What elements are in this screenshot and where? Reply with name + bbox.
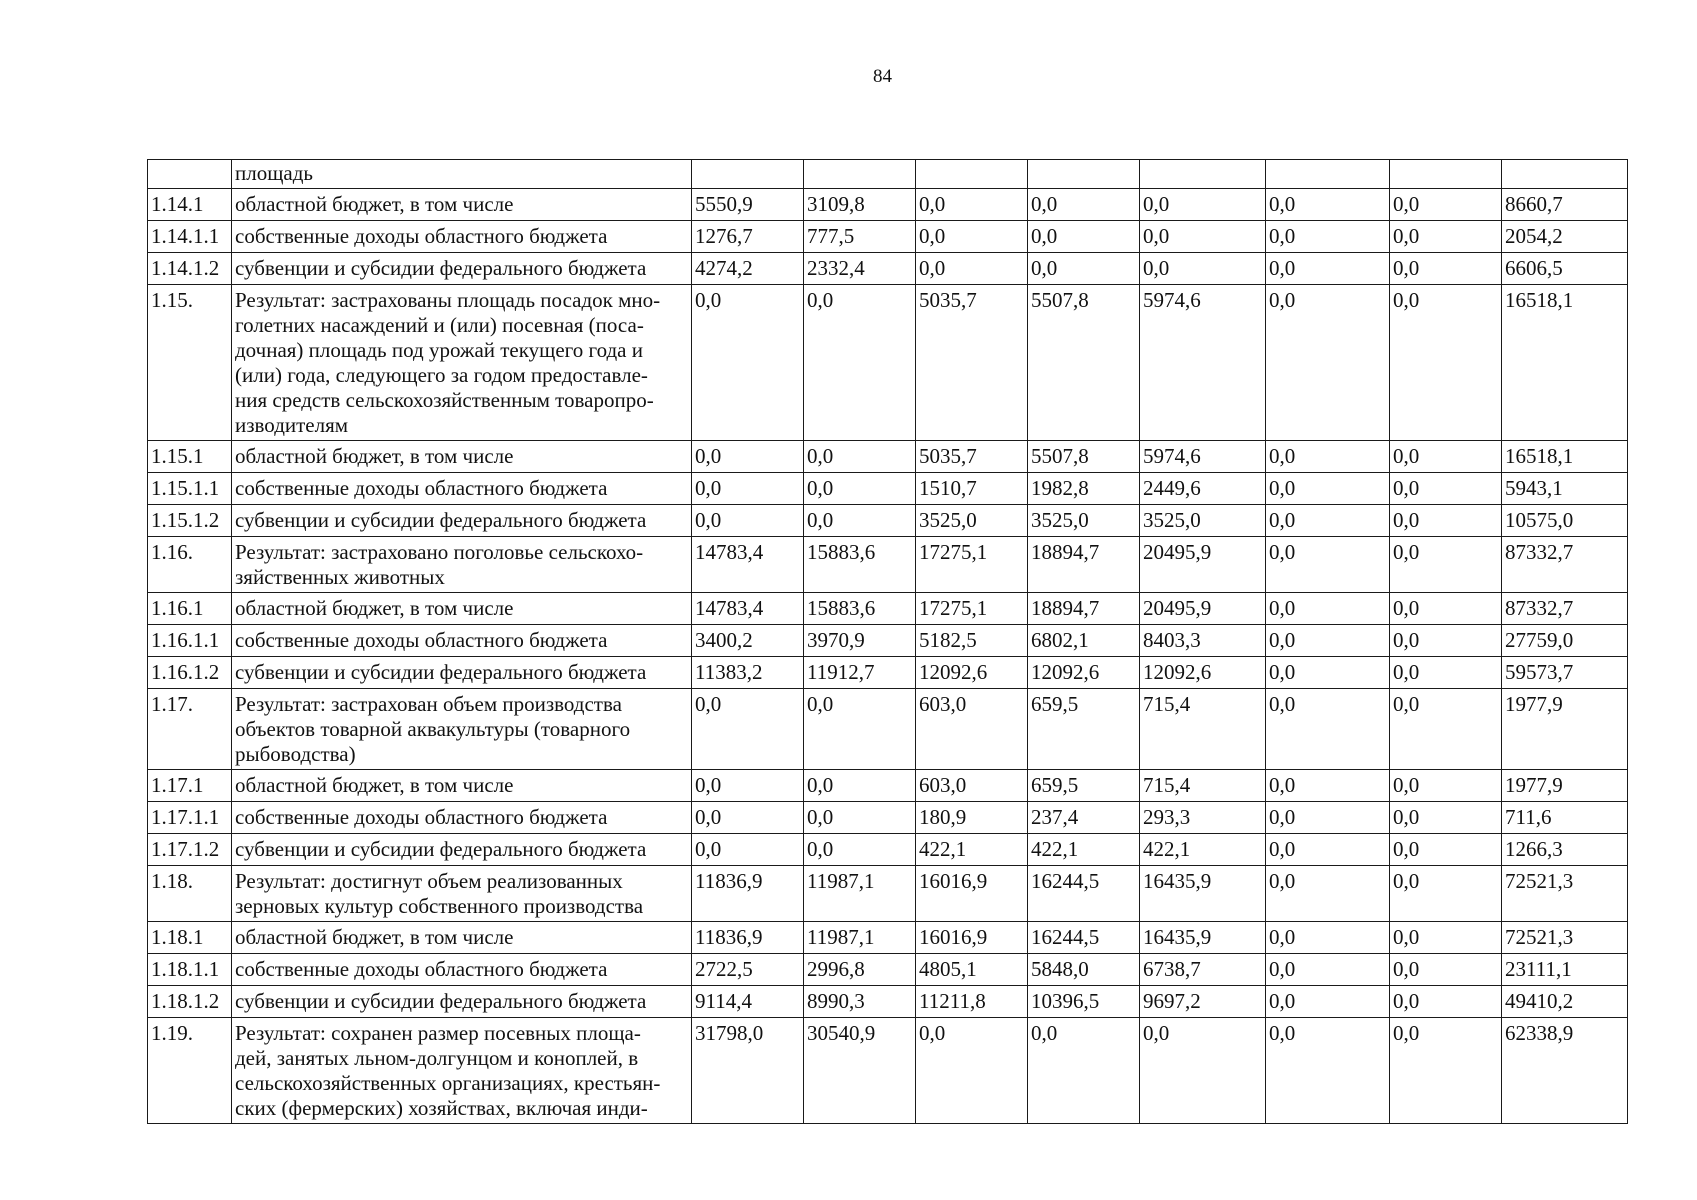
row-code: [148, 160, 232, 189]
value-cell: 5507,8: [1028, 441, 1140, 473]
value-cell: [692, 160, 804, 189]
value-cell: 0,0: [1266, 657, 1390, 689]
row-description: областной бюджет, в том числе: [232, 593, 692, 625]
row-description: Результат: достигнут объем реализованных зерновых культур собственного производства: [232, 866, 692, 922]
value-cell: 11383,2: [692, 657, 804, 689]
value-cell: 15883,6: [804, 537, 916, 593]
value-cell: 0,0: [916, 253, 1028, 285]
value-cell: 0,0: [1140, 253, 1266, 285]
value-cell: [804, 160, 916, 189]
table-row: [148, 285, 1628, 441]
row-description: Результат: сохранен размер посевных площа- дей, занятых льном-долгунцом и коноплей, в сельскохозяйственных организациях, крестьян- ских (фермерских) хозяйствах, включая инди-: [232, 1018, 692, 1124]
value-cell: 2449,6: [1140, 473, 1266, 505]
row-code: 1.19.: [148, 1018, 232, 1124]
row-code: 1.16.: [148, 537, 232, 593]
value-cell: 0,0: [692, 441, 804, 473]
value-cell: 5507,8: [1028, 285, 1140, 441]
value-cell: 62338,9: [1502, 1018, 1628, 1124]
value-cell: 0,0: [1390, 473, 1502, 505]
row-code: 1.18.1.2: [148, 986, 232, 1018]
table-row: [148, 625, 1628, 657]
row-code: 1.16.1.1: [148, 625, 232, 657]
value-cell: 1266,3: [1502, 834, 1628, 866]
row-code: 1.18.1.1: [148, 954, 232, 986]
value-cell: 0,0: [1390, 505, 1502, 537]
value-cell: 8990,3: [804, 986, 916, 1018]
value-cell: 16518,1: [1502, 441, 1628, 473]
row-description: субвенции и субсидии федерального бюджета: [232, 505, 692, 537]
value-cell: 422,1: [916, 834, 1028, 866]
value-cell: 14783,4: [692, 537, 804, 593]
value-cell: 49410,2: [1502, 986, 1628, 1018]
value-cell: 1977,9: [1502, 689, 1628, 770]
value-cell: 0,0: [1266, 922, 1390, 954]
row-code: 1.16.1.2: [148, 657, 232, 689]
row-description: площадь: [232, 160, 692, 189]
value-cell: 5550,9: [692, 189, 804, 221]
row-description: собственные доходы областного бюджета: [232, 473, 692, 505]
value-cell: 0,0: [1028, 189, 1140, 221]
value-cell: 17275,1: [916, 537, 1028, 593]
value-cell: 16435,9: [1140, 922, 1266, 954]
value-cell: 0,0: [1266, 986, 1390, 1018]
value-cell: 0,0: [1266, 537, 1390, 593]
value-cell: 4274,2: [692, 253, 804, 285]
value-cell: 0,0: [916, 1018, 1028, 1124]
value-cell: 8403,3: [1140, 625, 1266, 657]
value-cell: 293,3: [1140, 802, 1266, 834]
table-row: [148, 986, 1628, 1018]
value-cell: 23111,1: [1502, 954, 1628, 986]
value-cell: 0,0: [1390, 986, 1502, 1018]
value-cell: 0,0: [1390, 657, 1502, 689]
value-cell: 5974,6: [1140, 441, 1266, 473]
value-cell: 0,0: [804, 285, 916, 441]
value-cell: 0,0: [804, 802, 916, 834]
value-cell: 11912,7: [804, 657, 916, 689]
value-cell: 5974,6: [1140, 285, 1266, 441]
row-code: 1.15.1: [148, 441, 232, 473]
value-cell: 15883,6: [804, 593, 916, 625]
value-cell: 2332,4: [804, 253, 916, 285]
value-cell: 0,0: [1390, 1018, 1502, 1124]
table-row: [148, 657, 1628, 689]
value-cell: 0,0: [1390, 221, 1502, 253]
value-cell: 72521,3: [1502, 866, 1628, 922]
row-code: 1.15.1.1: [148, 473, 232, 505]
value-cell: 0,0: [1390, 285, 1502, 441]
page-number: 84: [873, 66, 892, 87]
value-cell: 0,0: [1266, 770, 1390, 802]
value-cell: 16518,1: [1502, 285, 1628, 441]
row-description: собственные доходы областного бюджета: [232, 221, 692, 253]
table-row: [148, 866, 1628, 922]
value-cell: 0,0: [1390, 441, 1502, 473]
table-row: [148, 689, 1628, 770]
value-cell: 0,0: [1028, 253, 1140, 285]
value-cell: 0,0: [1390, 866, 1502, 922]
value-cell: 3525,0: [1028, 505, 1140, 537]
value-cell: 0,0: [1140, 189, 1266, 221]
row-code: 1.18.: [148, 866, 232, 922]
row-code: 1.15.1.2: [148, 505, 232, 537]
row-code: 1.17.1: [148, 770, 232, 802]
value-cell: 0,0: [1266, 1018, 1390, 1124]
value-cell: 1510,7: [916, 473, 1028, 505]
value-cell: 11987,1: [804, 922, 916, 954]
value-cell: 0,0: [1266, 189, 1390, 221]
value-cell: 0,0: [692, 505, 804, 537]
table-body: [148, 160, 1628, 1124]
table-row: [148, 537, 1628, 593]
table-row: [148, 473, 1628, 505]
row-code: 1.16.1: [148, 593, 232, 625]
value-cell: 0,0: [1140, 221, 1266, 253]
value-cell: 659,5: [1028, 770, 1140, 802]
value-cell: 9697,2: [1140, 986, 1266, 1018]
value-cell: 0,0: [1266, 834, 1390, 866]
table-row: [148, 954, 1628, 986]
value-cell: 1977,9: [1502, 770, 1628, 802]
row-code: 1.17.1.1: [148, 802, 232, 834]
value-cell: 5035,7: [916, 285, 1028, 441]
row-description: субвенции и субсидии федерального бюджета: [232, 253, 692, 285]
row-code: 1.14.1: [148, 189, 232, 221]
row-code: 1.17.: [148, 689, 232, 770]
value-cell: 0,0: [1266, 221, 1390, 253]
table-row: [148, 770, 1628, 802]
value-cell: 9114,4: [692, 986, 804, 1018]
value-cell: 0,0: [1390, 189, 1502, 221]
row-description: субвенции и субсидии федерального бюджета: [232, 834, 692, 866]
table-row: [148, 1018, 1628, 1124]
value-cell: 30540,9: [804, 1018, 916, 1124]
row-code: 1.17.1.2: [148, 834, 232, 866]
value-cell: 18894,7: [1028, 593, 1140, 625]
value-cell: 0,0: [1390, 593, 1502, 625]
value-cell: 0,0: [1390, 770, 1502, 802]
value-cell: 16016,9: [916, 866, 1028, 922]
row-code: 1.15.: [148, 285, 232, 441]
value-cell: 237,4: [1028, 802, 1140, 834]
value-cell: 4805,1: [916, 954, 1028, 986]
value-cell: 0,0: [692, 689, 804, 770]
value-cell: 0,0: [804, 834, 916, 866]
value-cell: 87332,7: [1502, 537, 1628, 593]
value-cell: 16244,5: [1028, 922, 1140, 954]
value-cell: 5943,1: [1502, 473, 1628, 505]
value-cell: [1028, 160, 1140, 189]
value-cell: 0,0: [1266, 593, 1390, 625]
row-description: Результат: застраховано поголовье сельскохо- зяйственных животных: [232, 537, 692, 593]
table-row: [148, 221, 1628, 253]
value-cell: 5035,7: [916, 441, 1028, 473]
value-cell: 2054,2: [1502, 221, 1628, 253]
value-cell: 0,0: [1140, 1018, 1266, 1124]
value-cell: 14783,4: [692, 593, 804, 625]
value-cell: 180,9: [916, 802, 1028, 834]
value-cell: 10396,5: [1028, 986, 1140, 1018]
row-code: 1.14.1.1: [148, 221, 232, 253]
value-cell: 0,0: [692, 285, 804, 441]
value-cell: 0,0: [1266, 441, 1390, 473]
row-description: областной бюджет, в том числе: [232, 441, 692, 473]
value-cell: 5182,5: [916, 625, 1028, 657]
value-cell: 0,0: [1390, 625, 1502, 657]
value-cell: 18894,7: [1028, 537, 1140, 593]
value-cell: 3109,8: [804, 189, 916, 221]
row-description: собственные доходы областного бюджета: [232, 625, 692, 657]
value-cell: 0,0: [1266, 866, 1390, 922]
value-cell: 0,0: [916, 189, 1028, 221]
value-cell: 0,0: [1266, 473, 1390, 505]
value-cell: 6738,7: [1140, 954, 1266, 986]
value-cell: 1276,7: [692, 221, 804, 253]
value-cell: 0,0: [1390, 537, 1502, 593]
value-cell: 0,0: [1390, 689, 1502, 770]
row-description: Результат: застрахованы площадь посадок мно- голетних насаждений и (или) посевная (поса- дочная) площадь под урожай текущего года и (или) года, следующего за годом предоставле- ния средств сельскохозяйственным товаропро- изводителям: [232, 285, 692, 441]
value-cell: 0,0: [1390, 834, 1502, 866]
value-cell: 715,4: [1140, 689, 1266, 770]
value-cell: 0,0: [804, 473, 916, 505]
value-cell: 659,5: [1028, 689, 1140, 770]
value-cell: 0,0: [1028, 1018, 1140, 1124]
value-cell: [1390, 160, 1502, 189]
value-cell: 6606,5: [1502, 253, 1628, 285]
value-cell: 31798,0: [692, 1018, 804, 1124]
value-cell: 777,5: [804, 221, 916, 253]
value-cell: 6802,1: [1028, 625, 1140, 657]
value-cell: 1982,8: [1028, 473, 1140, 505]
value-cell: 711,6: [1502, 802, 1628, 834]
table-row: [148, 593, 1628, 625]
value-cell: 11836,9: [692, 922, 804, 954]
value-cell: 0,0: [692, 802, 804, 834]
table-row: [148, 505, 1628, 537]
value-cell: 10575,0: [1502, 505, 1628, 537]
value-cell: 0,0: [1266, 505, 1390, 537]
value-cell: [1266, 160, 1390, 189]
value-cell: [916, 160, 1028, 189]
row-description: областной бюджет, в том числе: [232, 922, 692, 954]
value-cell: 603,0: [916, 689, 1028, 770]
table-row: [148, 253, 1628, 285]
table-row: [148, 834, 1628, 866]
row-description: собственные доходы областного бюджета: [232, 802, 692, 834]
value-cell: 3400,2: [692, 625, 804, 657]
value-cell: 0,0: [804, 441, 916, 473]
value-cell: 11987,1: [804, 866, 916, 922]
row-code: 1.18.1: [148, 922, 232, 954]
value-cell: 87332,7: [1502, 593, 1628, 625]
value-cell: 603,0: [916, 770, 1028, 802]
value-cell: 0,0: [1028, 221, 1140, 253]
row-code: 1.14.1.2: [148, 253, 232, 285]
row-description: Результат: застрахован объем производства объектов товарной аквакультуры (товарного рыбоводства): [232, 689, 692, 770]
table-row: [148, 160, 1628, 189]
value-cell: 5848,0: [1028, 954, 1140, 986]
table-row: [148, 441, 1628, 473]
table-row: [148, 922, 1628, 954]
value-cell: 422,1: [1028, 834, 1140, 866]
value-cell: 12092,6: [1140, 657, 1266, 689]
value-cell: 8660,7: [1502, 189, 1628, 221]
value-cell: 16016,9: [916, 922, 1028, 954]
value-cell: 27759,0: [1502, 625, 1628, 657]
value-cell: [1140, 160, 1266, 189]
row-description: субвенции и субсидии федерального бюджета: [232, 657, 692, 689]
value-cell: 0,0: [692, 473, 804, 505]
value-cell: 2996,8: [804, 954, 916, 986]
value-cell: 0,0: [916, 221, 1028, 253]
value-cell: 0,0: [804, 689, 916, 770]
value-cell: 0,0: [1266, 689, 1390, 770]
value-cell: 3525,0: [1140, 505, 1266, 537]
value-cell: 17275,1: [916, 593, 1028, 625]
value-cell: [1502, 160, 1628, 189]
value-cell: 0,0: [1390, 954, 1502, 986]
value-cell: 59573,7: [1502, 657, 1628, 689]
table-row: [148, 802, 1628, 834]
value-cell: 0,0: [804, 770, 916, 802]
value-cell: 72521,3: [1502, 922, 1628, 954]
value-cell: 0,0: [1266, 625, 1390, 657]
value-cell: 20495,9: [1140, 537, 1266, 593]
value-cell: 0,0: [1266, 802, 1390, 834]
value-cell: 20495,9: [1140, 593, 1266, 625]
value-cell: 2722,5: [692, 954, 804, 986]
budget-table: [147, 159, 1628, 1124]
value-cell: 3525,0: [916, 505, 1028, 537]
value-cell: 0,0: [1390, 922, 1502, 954]
value-cell: 715,4: [1140, 770, 1266, 802]
value-cell: 12092,6: [1028, 657, 1140, 689]
value-cell: 16435,9: [1140, 866, 1266, 922]
value-cell: 0,0: [692, 770, 804, 802]
row-description: областной бюджет, в том числе: [232, 189, 692, 221]
value-cell: 0,0: [1390, 802, 1502, 834]
value-cell: 0,0: [804, 505, 916, 537]
value-cell: 422,1: [1140, 834, 1266, 866]
value-cell: 12092,6: [916, 657, 1028, 689]
value-cell: 16244,5: [1028, 866, 1140, 922]
value-cell: 3970,9: [804, 625, 916, 657]
row-description: областной бюджет, в том числе: [232, 770, 692, 802]
value-cell: 11211,8: [916, 986, 1028, 1018]
value-cell: 0,0: [1266, 954, 1390, 986]
table-row: [148, 189, 1628, 221]
row-description: собственные доходы областного бюджета: [232, 954, 692, 986]
value-cell: 0,0: [1390, 253, 1502, 285]
value-cell: 0,0: [692, 834, 804, 866]
value-cell: 0,0: [1266, 285, 1390, 441]
value-cell: 0,0: [1266, 253, 1390, 285]
row-description: субвенции и субсидии федерального бюджета: [232, 986, 692, 1018]
value-cell: 11836,9: [692, 866, 804, 922]
